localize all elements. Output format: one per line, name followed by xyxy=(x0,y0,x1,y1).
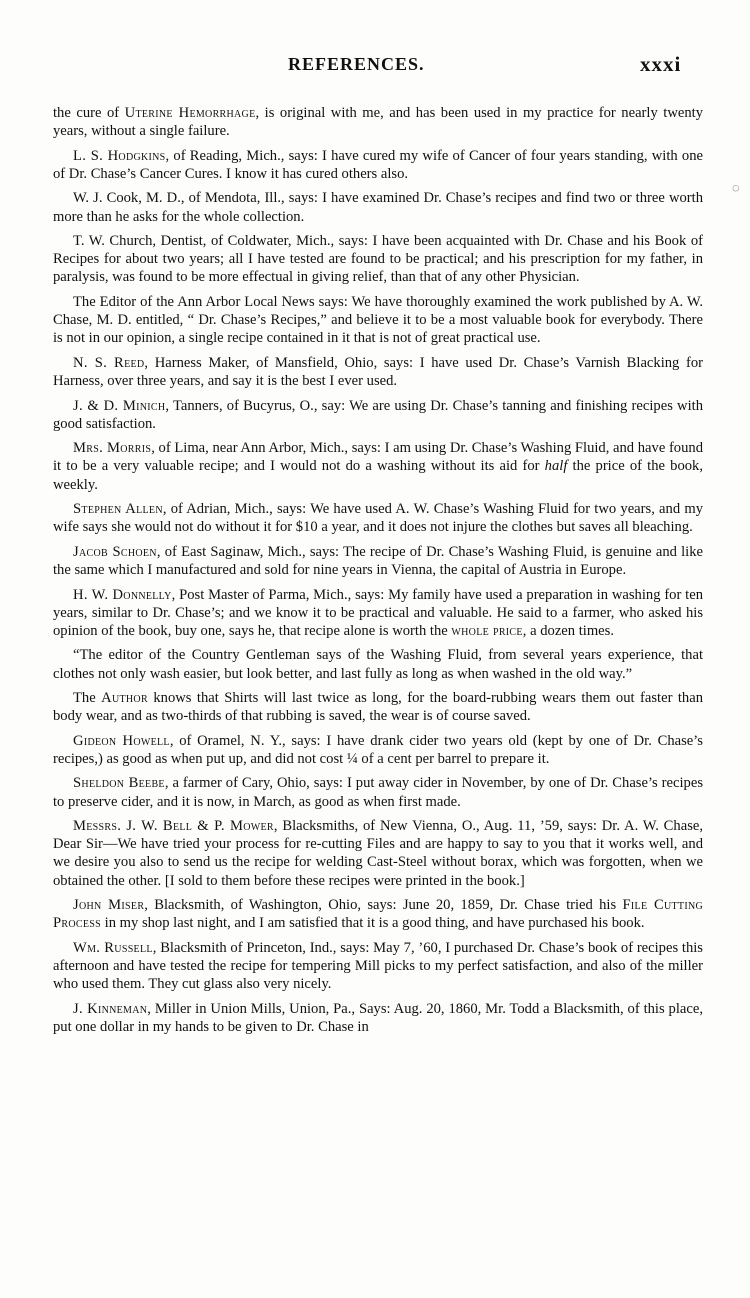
reference-text: the cure of xyxy=(53,105,125,121)
reference-paragraph xyxy=(53,500,703,536)
reference-paragraph xyxy=(53,189,703,225)
reference-name: J. Kinneman xyxy=(73,1000,148,1017)
reference-text: , Tanners, of Bucyrus, O., say: We are using Dr. Chase’s tanning and finishing recipes with good satisfaction. xyxy=(53,397,704,432)
reference-text: The Editor of the Ann Arbor Local News says: We have thoroughly examined the work published by A. W. Chase, M. D. entitled, “ Dr. Chase’s Recipes,” and believe it to be a most valuable book for everybody. There is not in our opinion, a single recipe contained in it that is not of great practical use. xyxy=(53,293,703,347)
reference-paragraph xyxy=(53,1000,703,1036)
reference-name: Wm. Russell xyxy=(73,939,153,956)
reference-text: W. J. Cook, M. D., of Mendota, Ill., says: I have examined Dr. Chase’s recipes and find two or three worth more than he asks for the whole collection. xyxy=(53,190,703,225)
reference-text: The xyxy=(73,690,102,707)
reference-text: , of Lima, near Ann Arbor, Mich., says: I am using Dr. Chase’s Washing Fluid, and have found it to be a very valuable recipe; and I would not do a washing without its aid for xyxy=(53,440,703,475)
reference-text: , a farmer of Cary, Ohio, says: I put away cider in November, by one of Dr. Chase’s recipes to preserve cider, and it is now, in March, as good as when first made. xyxy=(53,775,704,810)
reference-paragraph xyxy=(53,732,703,768)
reference-text: “The editor of the Country Gentleman says of the Washing Fluid, from several years experience, that clothes not only wash easier, but look better, and last fully as long as when washed in the old way.” xyxy=(53,647,703,682)
reference-name: H. W. Donnelly xyxy=(73,586,172,603)
reference-text: , is original with me, and has been used in my practice for nearly twenty years, without a single failure. xyxy=(53,105,703,140)
reference-name: Uterine Hemorrhage xyxy=(124,105,256,121)
reference-name: Author xyxy=(101,690,148,707)
reference-paragraph xyxy=(53,689,703,725)
reference-name: J. & D. Minich xyxy=(73,397,166,414)
reference-name: Sheldon Beebe xyxy=(73,775,165,792)
reference-paragraph xyxy=(53,586,703,640)
reference-text: , Miller in Union Mills, Union, Pa., Says: Aug. 20, 1860, Mr. Todd a Blacksmith, of this place, put one dollar in my hands to be given to Dr. Chase in xyxy=(53,1000,703,1035)
reference-text: in my shop last night, and I am satisfied that it is a good thing, and have purchased his book. xyxy=(101,915,645,932)
reference-name: whole price xyxy=(451,622,523,639)
reference-name: N. S. Reed xyxy=(73,354,145,371)
page-number: xxxi xyxy=(640,52,682,76)
reference-text: , of Reading, Mich., says: I have cured my wife of Cancer of four years standing, with one of Dr. Chase’s Cancer Cures. I know it has cured others also. xyxy=(53,147,704,182)
reference-name: Mrs. Morris xyxy=(73,440,152,457)
running-header xyxy=(0,50,750,80)
reference-text: the price of the book, weekly. xyxy=(53,458,703,493)
reference-name: Jacob Schoen xyxy=(73,543,157,560)
section-title: REFERENCES. xyxy=(288,54,425,74)
reference-text: , Blacksmith, of Washington, Ohio, says: June 20, 1859, Dr. Chase tried his xyxy=(144,897,623,914)
references-text xyxy=(53,104,703,1042)
reference-name: File Cutting Process xyxy=(53,897,703,932)
reference-paragraph xyxy=(53,817,703,890)
reference-name: L. S. Hodgkins xyxy=(73,147,166,164)
reference-paragraph xyxy=(53,439,703,493)
reference-text: , of Oramel, N. Y., says: I have drank cider two years old (kept by one of Dr. Chase’s recipes,) as good as when put up, and did not cost ¼ of a cent per barrel to prepare it. xyxy=(53,732,703,767)
reference-paragraph xyxy=(53,232,703,286)
reference-paragraph xyxy=(53,354,703,390)
emphasis-text: half xyxy=(544,458,568,475)
reference-paragraph xyxy=(53,104,703,140)
reference-paragraph xyxy=(53,147,703,183)
reference-text: , a dozen times. xyxy=(522,622,614,639)
reference-text: , Blacksmith of Princeton, Ind., says: May 7, ’60, I purchased Dr. Chase’s book of recipes this afternoon and have tested the recipe for tempering Mill picks to my perfect satisfaction, and also of the miller who used them. They cut glass also very nicely. xyxy=(53,939,703,993)
reference-name: Stephen Allen xyxy=(73,501,163,518)
reference-text: , of East Saginaw, Mich., says: The recipe of Dr. Chase’s Washing Fluid, is genuine and like the same which I manufactured and sold for nine years in Vienna, the capital of Austria in Europe. xyxy=(53,543,704,578)
reference-paragraph xyxy=(53,293,703,347)
reference-text: knows that Shirts will last twice as long, for the board-rubbing wears them out faster than body wear, and as two-thirds of that rubbing is saved, the wear is of course saved. xyxy=(53,690,703,725)
reference-name: Gideon Howell xyxy=(73,732,170,749)
reference-paragraph xyxy=(53,896,703,932)
reference-text: , Post Master of Parma, Mich., says: My family have used a preparation in washing for ten years, similar to Dr. Chase’s; and we know it to be practical and valuable. He said to a farmer, who asked his opinion of the book, buy one, says he, that recipe alone is worth the xyxy=(53,586,703,639)
reference-paragraph xyxy=(53,543,703,579)
margin-mark-icon: ◌ xyxy=(732,180,740,195)
reference-text: T. W. Church, Dentist, of Coldwater, Mich., says: I have been acquainted with Dr. Chase and his Book of Recipes for about two years; all I have tested are found to be practical; and his prescription for my father, in paralysis, was found to be more effectual in giving relief, than that of any other Physician. xyxy=(53,233,703,286)
reference-paragraph xyxy=(53,939,703,993)
reference-paragraph xyxy=(53,646,703,682)
reference-name: John Miser xyxy=(73,897,145,914)
reference-text: , of Adrian, Mich., says: We have used A. W. Chase’s Washing Fluid for two years, and my wife says she would not do without it for $10 a year, and it does not injure the clothes but saves all bleaching. xyxy=(53,501,703,536)
reference-paragraph xyxy=(53,397,703,433)
reference-text: , Blacksmiths, of New Vienna, O., Aug. 11, ’59, says: Dr. A. W. Chase, Dear Sir—We have tried your process for re-cutting Files and are happy to say to you that it works well, and we desire you also to send us the recipe for welding Cast-Steel without borax, which was forgotten, when we obtained the other. [I sold to them before these recipes were printed in the book.] xyxy=(53,818,703,889)
reference-name: Messrs. J. W. Bell & P. Mower xyxy=(73,818,274,835)
reference-text: , Harness Maker, of Mansfield, Ohio, says: I have used Dr. Chase’s Varnish Blacking for Harness, over three years, and say it is the best I ever used. xyxy=(53,354,703,389)
reference-paragraph xyxy=(53,774,703,810)
